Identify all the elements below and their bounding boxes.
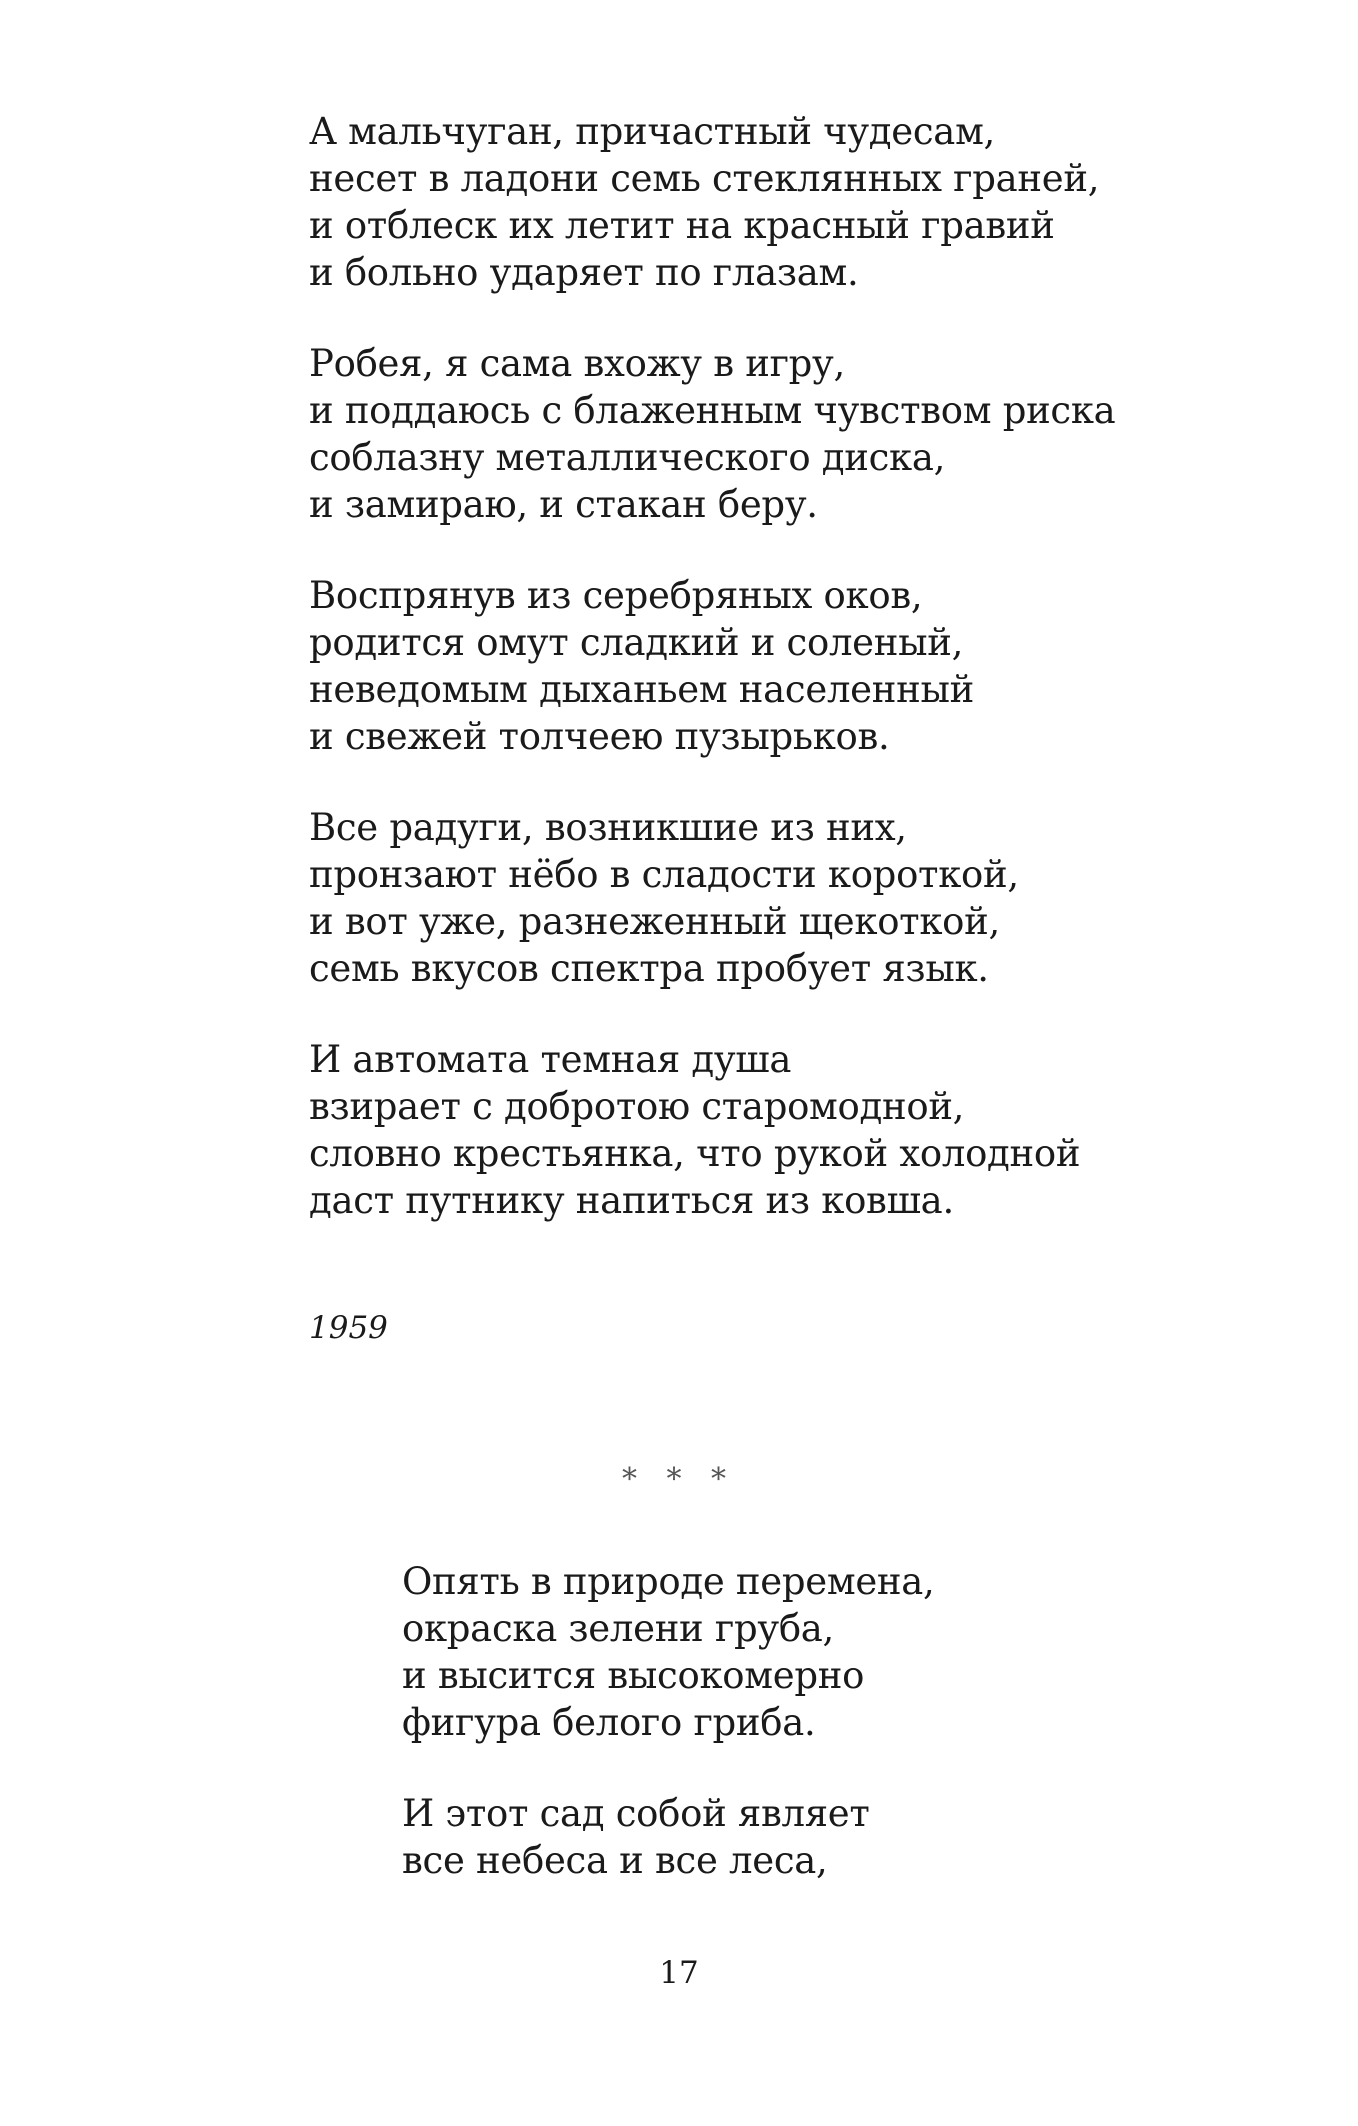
poem-2 xyxy=(402,1558,1202,1928)
stanza xyxy=(309,108,1209,296)
poem-line: и больно ударяет по глазам. xyxy=(309,251,859,294)
poem-line: И автомата темная душа xyxy=(309,1038,792,1081)
stanza xyxy=(309,804,1209,992)
poem-line: и поддаюсь с блаженным чувством риска xyxy=(309,389,1116,432)
poem-line: взирает с добротою старомодной, xyxy=(309,1085,965,1128)
poem-line: и отблеск их летит на красный гравий xyxy=(309,204,1055,247)
poem-line: окраска зелени груба, xyxy=(402,1607,835,1650)
stanza xyxy=(402,1790,1202,1884)
poem-line: пронзают нёбо в сладости короткой, xyxy=(309,853,1019,896)
poem-line: А мальчуган, причастный чудесам, xyxy=(309,110,996,153)
poem-1 xyxy=(309,108,1209,1268)
poem-line: фигура белого гриба. xyxy=(402,1701,816,1744)
poem-line: и свежей толчеею пузырьков. xyxy=(309,715,890,758)
section-separator: * * * xyxy=(621,1462,737,1497)
poem-line: все небеса и все леса, xyxy=(402,1839,828,1882)
poem-line: И этот сад собой являет xyxy=(402,1792,870,1835)
poem-line: и вот уже, разнеженный щекоткой, xyxy=(309,900,1000,943)
poem-line: словно крестьянка, что рукой холодной xyxy=(309,1132,1081,1175)
poem-line: родится омут сладкий и соленый, xyxy=(309,621,964,664)
stanza xyxy=(309,1036,1209,1224)
poem-line: даст путнику напиться из ковша. xyxy=(309,1179,954,1222)
poem-line: Воспрянув из серебряных оков, xyxy=(309,574,923,617)
poem-line: Опять в природе перемена, xyxy=(402,1560,935,1603)
poem-line: несет в ладони семь стеклянных граней, xyxy=(309,157,1100,200)
poem-line: Робея, я сама вхожу в игру, xyxy=(309,342,845,385)
stanza xyxy=(309,572,1209,760)
poem-line: неведомым дыханьем населенный xyxy=(309,668,974,711)
poem-line: Все радуги, возникшие из них, xyxy=(309,806,907,849)
stanza xyxy=(402,1558,1202,1746)
poem-date: 1959 xyxy=(309,1310,388,1346)
poem-line: соблазну металлического диска, xyxy=(309,436,946,479)
stanza xyxy=(309,340,1209,528)
poem-line: и замираю, и стакан беру. xyxy=(309,483,818,526)
page-number: 17 xyxy=(659,1955,699,1991)
poem-line: и высится высокомерно xyxy=(402,1654,865,1697)
poem-line: семь вкусов спектра пробует язык. xyxy=(309,947,989,990)
